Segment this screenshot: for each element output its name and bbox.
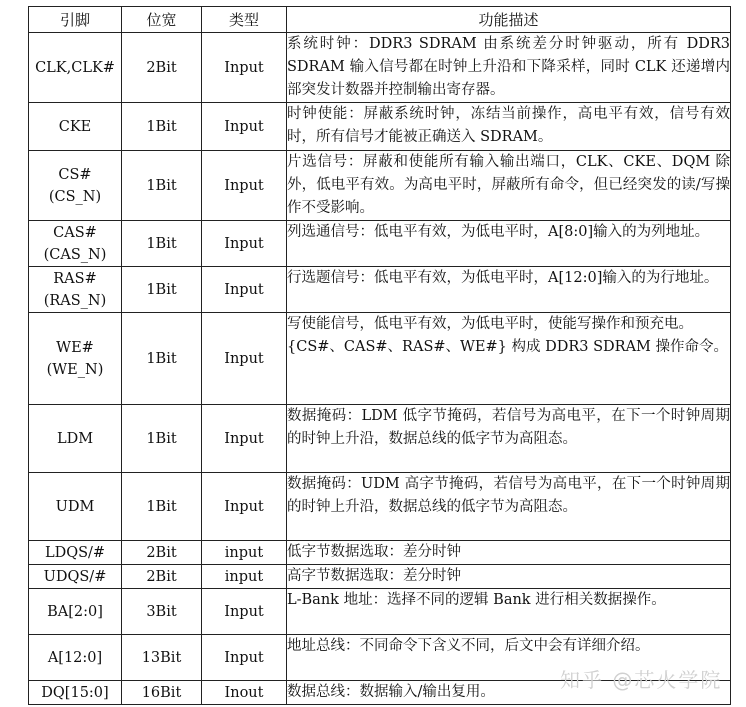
bit-width-cell: 2Bit [122,565,202,589]
description-cell [287,33,731,103]
description-text: L-Bank 地址：选择不同的逻辑 Bank 进行相关数据操作。 [287,592,666,608]
signal-type-cell: input [202,541,287,565]
description-text: 列选通信号：低电平有效，为低电平时，A[8:0]输入的为列地址。 [287,224,710,240]
pin-cell [29,267,122,313]
signal-type-cell: Input [202,221,287,267]
pin-cell [29,473,122,541]
table-row [29,103,731,151]
signal-type-cell: Input [202,589,287,635]
table-row [29,313,731,405]
signal-type-cell: Input [202,103,287,151]
description-text: 地址总线：不同命令下含义不同，后文中会有详细介绍。 [287,638,650,654]
description-text: 数据掩码：LDM 低字节掩码，若信号为高电平，在下一个时钟周期的时钟上升沿，数据总线的低字节为高阻态。 [287,408,730,447]
pin-name: CS# [58,166,92,183]
pin-name: RAS# [53,270,97,287]
description-cell [287,221,731,267]
description-text: 系统时钟：DDR3 SDRAM 由系统差分时钟驱动，所有 DDR3 SDRAM 输入信号都在时钟上升沿和下降采样，同时 CLK 还递增内部突发计数器并控制输出寄存器。 [287,36,730,98]
pin-name: (CAS_N) [43,246,107,263]
description-text: {CS#、CAS#、RAS#、WE#} 构成 DDR3 SDRAM 操作命令。 [287,339,729,355]
signal-type-cell: Input [202,267,287,313]
table-row [29,267,731,313]
pin-cell [29,103,122,151]
pin-name: LDM [56,430,94,447]
signal-type-cell: Input [202,33,287,103]
signal-type-cell: Input [202,151,287,221]
bit-width-cell: 3Bit [122,589,202,635]
pin-name: A[12:0] [47,649,103,666]
pin-name: (RAS_N) [43,292,107,309]
table-row [29,565,731,589]
pin-cell [29,565,122,589]
pin-cell [29,221,122,267]
description-cell [287,267,731,313]
signal-type-cell: Input [202,405,287,473]
table-row [29,33,731,103]
table-row [29,221,731,267]
bit-width-cell: 1Bit [122,313,202,405]
bit-width-cell: 1Bit [122,405,202,473]
pin-name: UDQS/# [43,568,107,585]
description-cell [287,151,731,221]
pin-cell [29,589,122,635]
pin-cell [29,681,122,705]
table-row [29,541,731,565]
signal-type-cell: Input [202,473,287,541]
description-text: 数据掩码：UDM 高字节掩码，若信号为高电平，在下一个时钟周期的时钟上升沿，数据总线的低字节为高阻态。 [287,476,730,515]
pin-name: LDQS/# [44,544,106,561]
bit-width-cell: 1Bit [122,151,202,221]
bit-width-cell: 13Bit [122,635,202,681]
header-width: 位宽 [122,7,202,33]
pin-name: (WE_N) [46,361,104,378]
bit-width-cell: 1Bit [122,267,202,313]
table-row [29,405,731,473]
pin-cell [29,151,122,221]
pin-name: DQ[15:0] [41,684,109,701]
signal-type-cell: Input [202,313,287,405]
pin-cell [29,313,122,405]
description-text: 片选信号：屏蔽和使能所有输入输出端口，CLK、CKE、DQM 除外，低电平有效。为高电平时，屏蔽所有命令，但已经突发的读/写操作不受影响。 [287,154,730,216]
pin-cell [29,33,122,103]
watermark: 知乎 @芯火学院 [560,668,723,692]
header-type: 类型 [202,7,287,33]
description-text: 行选题信号：低电平有效，为低电平时，A[12:0]输入的为行地址。 [287,270,719,286]
description-text: 低字节数据选取：差分时钟 [287,544,461,560]
description-cell [287,565,731,589]
description-text: 时钟使能：屏蔽系统时钟，冻结当前操作，高电平有效，信号有效时，所有信号才能被正确送入 SDRAM。 [287,106,730,145]
table-row [29,589,731,635]
description-text: 数据总线：数据输入/输出复用。 [287,684,495,700]
signal-type-cell: Input [202,635,287,681]
description-cell [287,405,731,473]
bit-width-cell: 2Bit [122,541,202,565]
bit-width-cell: 1Bit [122,221,202,267]
table-body [29,33,731,705]
pin-name: (CS_N) [48,188,102,205]
pin-name: WE# [56,339,94,356]
table-header-row [29,7,731,33]
pin-cell [29,541,122,565]
description-cell [287,313,731,405]
pin-name: UDM [55,498,95,515]
header-description: 功能描述 [287,7,731,33]
description-text: 高字节数据选取：差分时钟 [287,568,461,584]
table-row [29,473,731,541]
description-cell [287,541,731,565]
table-row [29,151,731,221]
pin-name: CAS# [53,224,97,241]
pin-name: CLK,CLK# [35,59,115,76]
bit-width-cell: 16Bit [122,681,202,705]
signal-type-cell: Inout [202,681,287,705]
description-cell [287,589,731,635]
signal-type-cell: input [202,565,287,589]
description-cell [287,103,731,151]
bit-width-cell: 2Bit [122,33,202,103]
description-cell [287,473,731,541]
pin-function-table [28,6,731,705]
pin-cell [29,405,122,473]
header-pin: 引脚 [29,7,122,33]
bit-width-cell: 1Bit [122,473,202,541]
bit-width-cell: 1Bit [122,103,202,151]
description-text: 写使能信号，低电平有效，为低电平时，使能写操作和预充电。 [287,316,693,332]
pin-name: CKE [58,118,92,135]
pin-cell [29,635,122,681]
pin-name: BA[2:0] [47,603,103,620]
